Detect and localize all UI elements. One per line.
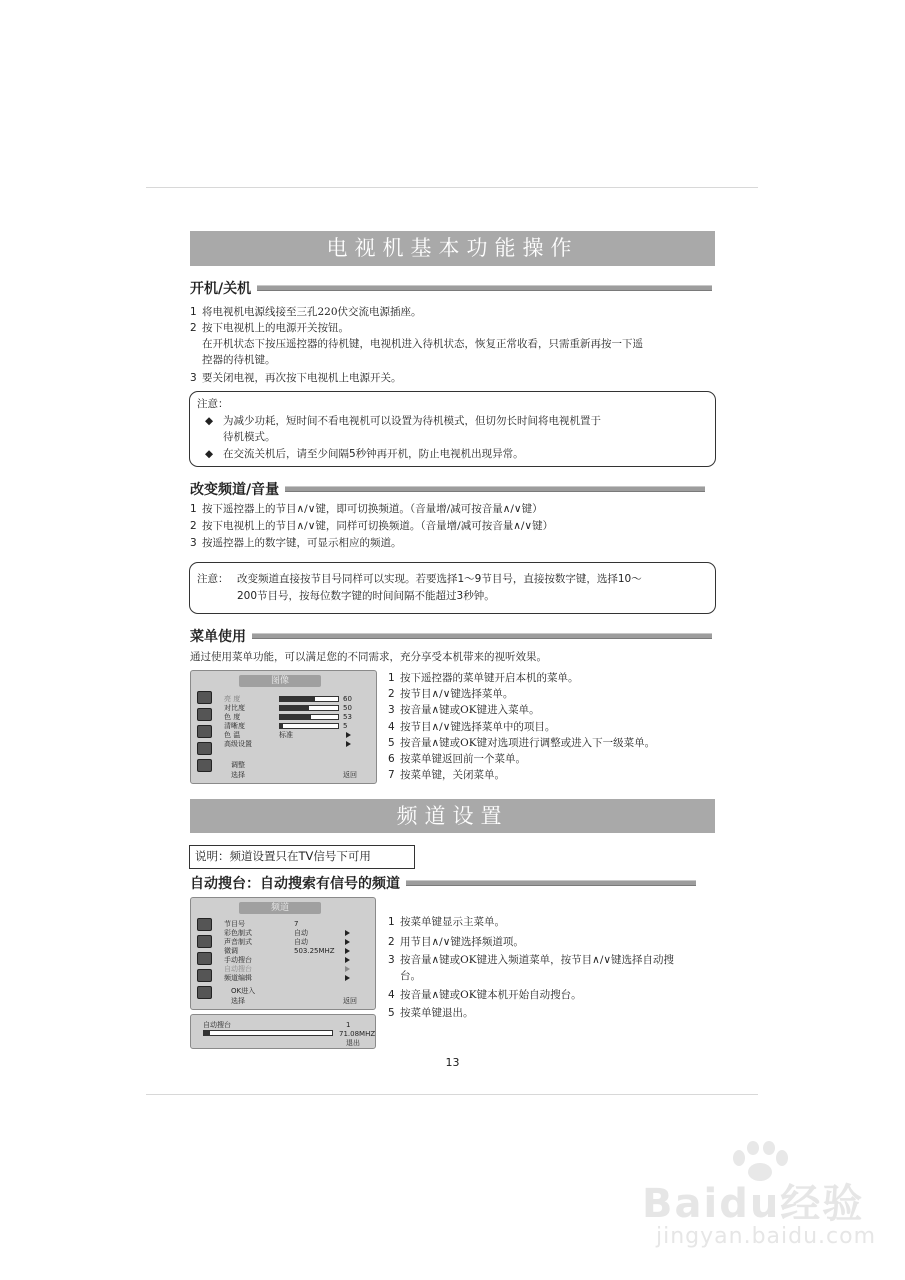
arrow-right-icon xyxy=(345,957,350,963)
osd-row-label: 对比度 xyxy=(224,704,245,712)
progress-label: 自动搜台 xyxy=(203,1021,231,1029)
osd-row-label: 手动搜台 xyxy=(224,956,252,964)
osd-level-bar xyxy=(279,714,339,720)
note-label: 注意： xyxy=(197,398,229,410)
osd-row-label: 自动搜台 xyxy=(224,965,252,973)
search-step-5: 5 按菜单键退出。 xyxy=(388,1007,474,1019)
note-label: 注意： xyxy=(197,573,229,585)
progress-exit: 退出 xyxy=(346,1039,360,1047)
power-line-2: 2 按下电视机上的电源开关按钮。 xyxy=(190,322,349,334)
menu-step-5: 5 按音量∧键或OK键对选项进行调整或进入下一级菜单。 xyxy=(388,737,656,749)
osd-row-value: 标准 xyxy=(279,731,293,739)
note-channel-line-1: 改变频道直接按节目号同样可以实现。若要选择1～9节目号，直接按数字键，选择10～ xyxy=(237,573,642,585)
menu-step-6: 6 按菜单键返回前一个菜单。 xyxy=(388,753,526,765)
menu-step-2: 2 按节目∧/∨键选择菜单。 xyxy=(388,688,514,700)
osd-row-label: 色 温 xyxy=(224,731,241,739)
menu-step-1: 1 按下遥控器的菜单键开启本机的菜单。 xyxy=(388,672,579,684)
picture-menu-screenshot xyxy=(190,670,377,784)
channel-line-3: 3 按遥控器上的数字键，可显示相应的频道。 xyxy=(190,537,402,549)
section-rule xyxy=(285,486,705,492)
search-step-2: 2 用节目∧/∨键选择频道项。 xyxy=(388,936,524,948)
power-line-1: 1 将电视机电源线接至三孔220伏交流电源插座。 xyxy=(190,306,422,318)
osd-level-bar xyxy=(279,723,339,729)
menu-step-4: 4 按节目∧/∨键选择菜单中的项目。 xyxy=(388,721,556,733)
note-bullet-2: 在交流关机后，请至少间隔5秒钟再开机，防止电视机出现异常。 xyxy=(223,448,524,460)
progress-frequency: 71.08MHZ xyxy=(339,1030,376,1038)
osd-title: 图像 xyxy=(239,675,321,687)
osd-row-value: 5 xyxy=(343,722,348,730)
search-progress-bar xyxy=(203,1030,333,1036)
search-step-1: 1 按菜单键显示主菜单。 xyxy=(388,916,505,928)
osd-row-value: 60 xyxy=(343,695,352,703)
arrow-right-icon xyxy=(345,948,350,954)
channel-line-2: 2 按下电视机上的节目∧/∨键，同样可切换频道。（音量增/减可按音量∧/∨键） xyxy=(190,520,554,532)
osd-side-icons xyxy=(197,918,213,1003)
section-channel-header xyxy=(190,480,705,498)
section-rule xyxy=(406,880,696,886)
osd-back: 返回 xyxy=(343,997,357,1005)
menu-intro: 通过使用菜单功能，可以满足您的不同需求，充分享受本机带来的视听效果。 xyxy=(190,651,547,663)
power-line-3: 在开机状态下按压遥控器的待机键，电视机进入待机状态，恢复正常收看，只需重新再按一下遥 xyxy=(202,338,643,350)
osd-row-label: 彩色制式 xyxy=(224,929,252,937)
section-autosearch-header xyxy=(190,874,696,892)
main-title-banner xyxy=(190,231,715,266)
search-step-3: 3 按音量∧键或OK键进入频道菜单，按节目∧/∨键选择自动搜 xyxy=(388,954,675,966)
osd-row-value: 自动 xyxy=(294,929,308,937)
channel-menu-screenshot xyxy=(190,897,376,1010)
search-step-4: 4 按音量∧键或OK键本机开始自动搜台。 xyxy=(388,989,582,1001)
arrow-right-icon xyxy=(345,939,350,945)
osd-row-value: 自动 xyxy=(294,938,308,946)
osd-title: 频道 xyxy=(239,902,321,914)
menu-step-3: 3 按音量∧键或OK键进入菜单。 xyxy=(388,704,540,716)
channel-settings-banner xyxy=(190,799,715,833)
osd-row-value: 7 xyxy=(294,920,299,928)
note-bullet-1: 为减少功耗，短时间不看电视机可以设置为待机模式，但切勿长时间将电视机置于 xyxy=(223,415,601,427)
arrow-right-icon xyxy=(346,732,351,738)
main-title: 电视机基本功能操作 xyxy=(326,236,579,260)
osd-row-label: 声音制式 xyxy=(224,938,252,946)
section-rule xyxy=(257,285,712,291)
osd-row-label: 频道编辑 xyxy=(224,974,252,982)
bullet-icon: ◆ xyxy=(205,415,214,427)
osd-row-label: 节目号 xyxy=(224,920,245,928)
osd-row-label: 清晰度 xyxy=(224,722,245,730)
section-menu-header xyxy=(190,627,712,645)
osd-row-label: 高级设置 xyxy=(224,740,252,748)
osd-side-icons xyxy=(197,691,213,776)
autosearch-progress-screenshot xyxy=(190,1014,376,1049)
osd-hint-adjust: 调整 xyxy=(231,761,245,769)
arrow-right-icon xyxy=(345,975,350,981)
progress-channel: 1 xyxy=(346,1021,351,1029)
osd-hint-select: 选择 xyxy=(231,771,245,779)
page-number: 13 xyxy=(445,1056,460,1069)
section-autosearch-title: 自动搜台：自动搜索有信号的频道 xyxy=(190,876,400,892)
note-bullet-1-cont: 待机模式。 xyxy=(223,431,276,443)
arrow-right-icon xyxy=(346,741,351,747)
power-line-5: 3 要关闭电视，再次按下电视机上电源开关。 xyxy=(190,372,402,384)
watermark-url: jingyan.baidu.com xyxy=(656,1224,877,1249)
arrow-right-icon xyxy=(345,966,350,972)
channel-line-1: 1 按下遥控器上的节目∧/∨键，即可切换频道。（音量增/减可按音量∧/∨键） xyxy=(190,503,543,515)
menu-step-7: 7 按菜单键，关闭菜单。 xyxy=(388,769,505,781)
osd-row-label: 微调 xyxy=(224,947,238,955)
channel-settings-title: 频道设置 xyxy=(396,804,509,828)
osd-row-label: 亮 度 xyxy=(224,695,241,703)
bullet-icon: ◆ xyxy=(205,448,214,460)
osd-row-label: 色 度 xyxy=(224,713,241,721)
osd-row-value: 53 xyxy=(343,713,352,721)
osd-row-value: 503.25MHZ xyxy=(294,947,335,955)
note-channel-line-2: 200节目号，按每位数字键的时间间隔不能超过3秒钟。 xyxy=(237,590,495,602)
osd-back: 返回 xyxy=(343,771,357,779)
arrow-right-icon xyxy=(345,930,350,936)
explain-text: 说明：频道设置只在TV信号下可用 xyxy=(195,849,371,863)
osd-level-bar xyxy=(279,696,339,702)
section-power-title: 开机/关机 xyxy=(190,281,252,297)
section-channel-title: 改变频道/音量 xyxy=(190,482,280,498)
osd-row-value: 50 xyxy=(343,704,352,712)
search-step-3-cont: 台。 xyxy=(400,970,421,982)
section-rule xyxy=(252,633,712,639)
watermark-brand: Baidu经验 xyxy=(642,1181,865,1227)
osd-level-bar xyxy=(279,705,339,711)
section-power-header xyxy=(190,279,712,297)
baidu-watermark xyxy=(630,1140,877,1270)
osd-hint-ok: OK进入 xyxy=(231,987,256,995)
osd-hint-select: 选择 xyxy=(231,997,245,1005)
section-menu-title: 菜单使用 xyxy=(190,629,246,645)
power-line-4: 控器的待机键。 xyxy=(202,354,276,366)
